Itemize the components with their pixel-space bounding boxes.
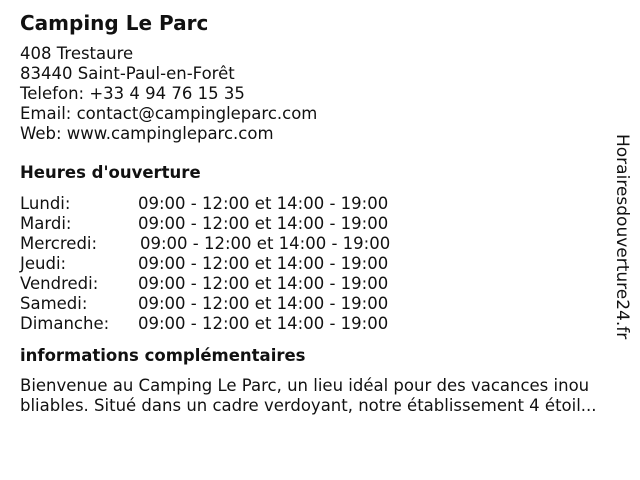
hours-table bbox=[20, 194, 630, 334]
info-description bbox=[20, 376, 632, 416]
hours-time: 09:00 - 12:00 et 14:00 - 19:00 bbox=[138, 294, 389, 313]
hours-time: 09:00 - 12:00 et 14:00 - 19:00 bbox=[140, 234, 391, 253]
hours-day: Vendredi: bbox=[20, 274, 99, 293]
hours-row-vendredi bbox=[20, 274, 630, 294]
address-line-1: 408 Trestaure bbox=[20, 44, 134, 63]
info-line-2: bliables. Situé dans un cadre verdoyant, notre établissement 4 étoil... bbox=[20, 396, 597, 415]
hours-row-mercredi bbox=[20, 234, 630, 254]
web-line: Web: www.campingleparc.com bbox=[20, 124, 274, 143]
hours-time: 09:00 - 12:00 et 14:00 - 19:00 bbox=[138, 254, 389, 273]
hours-day: Lundi: bbox=[20, 194, 71, 213]
info-line-1: Bienvenue au Camping Le Parc, un lieu idéal pour des vacances inou bbox=[20, 376, 590, 395]
hours-day: Mardi: bbox=[20, 214, 72, 233]
business-card bbox=[20, 10, 630, 416]
hours-day: Mercredi: bbox=[20, 234, 98, 253]
hours-row-jeudi bbox=[20, 254, 630, 274]
phone-line: Telefon: +33 4 94 76 15 35 bbox=[20, 84, 245, 103]
hours-time: 09:00 - 12:00 et 14:00 - 19:00 bbox=[138, 214, 389, 233]
hours-day: Jeudi: bbox=[20, 254, 67, 273]
hours-row-samedi bbox=[20, 294, 630, 314]
address-line-2: 83440 Saint-Paul-en-Forêt bbox=[20, 64, 235, 83]
site-watermark: Horairesdouverture24.fr bbox=[612, 134, 632, 340]
email-line: Email: contact@campingleparc.com bbox=[20, 104, 318, 123]
hours-row-lundi bbox=[20, 194, 630, 214]
business-name: Camping Le Parc bbox=[20, 11, 209, 35]
hours-row-mardi bbox=[20, 214, 630, 234]
contact-block bbox=[20, 44, 630, 144]
hours-time: 09:00 - 12:00 et 14:00 - 19:00 bbox=[138, 314, 389, 333]
hours-heading: Heures d'ouverture bbox=[20, 163, 201, 182]
hours-time: 09:00 - 12:00 et 14:00 - 19:00 bbox=[138, 274, 389, 293]
hours-time: 09:00 - 12:00 et 14:00 - 19:00 bbox=[138, 194, 389, 213]
info-heading: informations complémentaires bbox=[20, 346, 306, 365]
hours-row-dimanche bbox=[20, 314, 630, 334]
hours-day: Dimanche: bbox=[20, 314, 110, 333]
hours-day: Samedi: bbox=[20, 294, 88, 313]
